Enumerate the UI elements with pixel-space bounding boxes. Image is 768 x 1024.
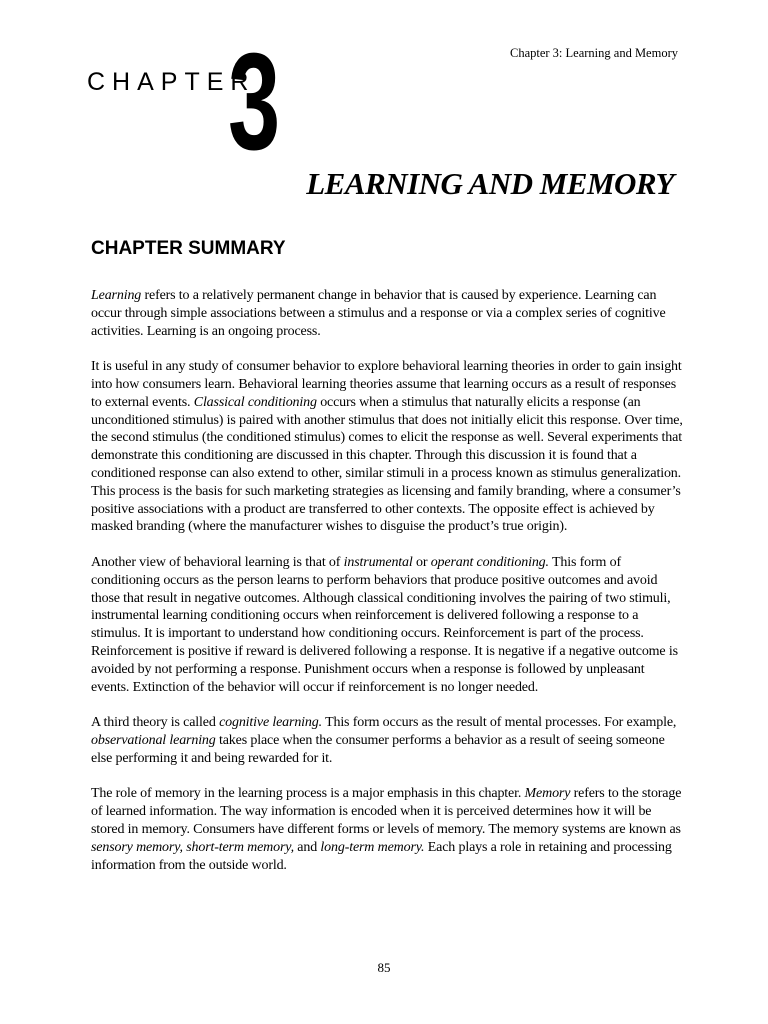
paragraph (91, 358, 685, 536)
term-cognitive-learning: cognitive learning. (219, 715, 322, 731)
paragraph (91, 287, 685, 340)
text-run: A third theory is called (91, 715, 220, 731)
text-run: It is useful in any study of consumer behavior to explore behavioral learning theories in order to gain insight into how consumers learn. Behavioral learning theories assume that learning occurs as a result of responses to external events. (91, 359, 682, 410)
text-run: and (293, 839, 321, 855)
text-run: Another view of behavioral learning is that of (91, 554, 344, 570)
text-run: Each plays a role in retaining and processing information from the outside world. (91, 839, 672, 873)
text-run: refers to a relatively permanent change in behavior that is caused by experience. Learning can occur through simple associations between a stimulus and a response or via a complex series of cognitive activities. Learning is an ongoing process. (91, 288, 666, 339)
section-heading: CHAPTER SUMMARY (91, 238, 286, 259)
text-run: or (412, 554, 431, 570)
paragraph (91, 714, 685, 767)
term-memory: Memory (524, 786, 571, 802)
chapter-number: 3 (228, 25, 281, 179)
text-run: This form occurs as the result of mental processes. For example, (321, 715, 677, 731)
term-instrumental: instrumental (343, 554, 413, 570)
text-run: refers to the storage of learned information. The way information is encoded when it is perceived determines how it will be stored in memory. Consumers have different forms or levels of memory. The memory systems are known as (91, 786, 682, 837)
running-head: Chapter 3: Learning and Memory (509, 46, 678, 60)
term-classical-conditioning: Classical conditioning (193, 394, 317, 410)
paragraph (91, 785, 685, 874)
text-run: takes place when the consumer performs a behavior as a result of seeing someone else performing it and being rewarded for it. (91, 732, 665, 766)
term-observational-learning: observational learning (91, 732, 216, 748)
chapter-word: CHAPTER (87, 68, 256, 96)
text-run: The role of memory in the learning process is a major emphasis in this chapter. (91, 786, 525, 802)
term-learning: Learning (91, 288, 142, 303)
text-run: occurs when a stimulus that naturally elicits a response (an unconditioned stimulus) is paired with another stimulus that does not initially elicit this response. Over time, the second stimulus (the conditioned stimulus) comes to elicit the response as well. Several experiments that demonstrate this conditioning are discussed in this chapter. Through this discussion it is found that a conditioned response can also extend to other, similar stimuli in a process known as stimulus generalization. This process is the basis for such marketing strategies as licensing and family branding, where a consumer’s positive associations with a product are transferred to other contexts. The opposite effect is achieved by masked branding (where the manufacturer wishes to disguise the product’s true origin). (91, 394, 683, 535)
page-number: 85 (377, 960, 391, 975)
chapter-title: LEARNING AND MEMORY (306, 166, 674, 201)
term-sensory-short-term-memory: sensory memory, short-term memory, (91, 839, 294, 855)
text-run: This form of conditioning occurs as the person learns to perform behaviors that produce positive outcomes and avoid those that result in negative outcomes. Although classical conditioning involves the pairing of two stimuli, instrumental learning conditioning occurs when reinforcement is delivered following a response to a stimulus. It is important to understand how conditioning occurs. Reinforcement is part of the process. Reinforcement is positive if reward is delivered following a response. It is negative if a negative outcome is avoided by not performing a response. Punishment occurs when a response is followed by unpleasant events. Extinction of the behavior will occur if reinforcement is no longer needed. (91, 554, 678, 695)
term-long-term-memory: long-term memory. (320, 839, 425, 855)
term-operant-conditioning: operant conditioning. (430, 554, 549, 570)
body-text (91, 287, 685, 892)
paragraph (91, 554, 685, 696)
